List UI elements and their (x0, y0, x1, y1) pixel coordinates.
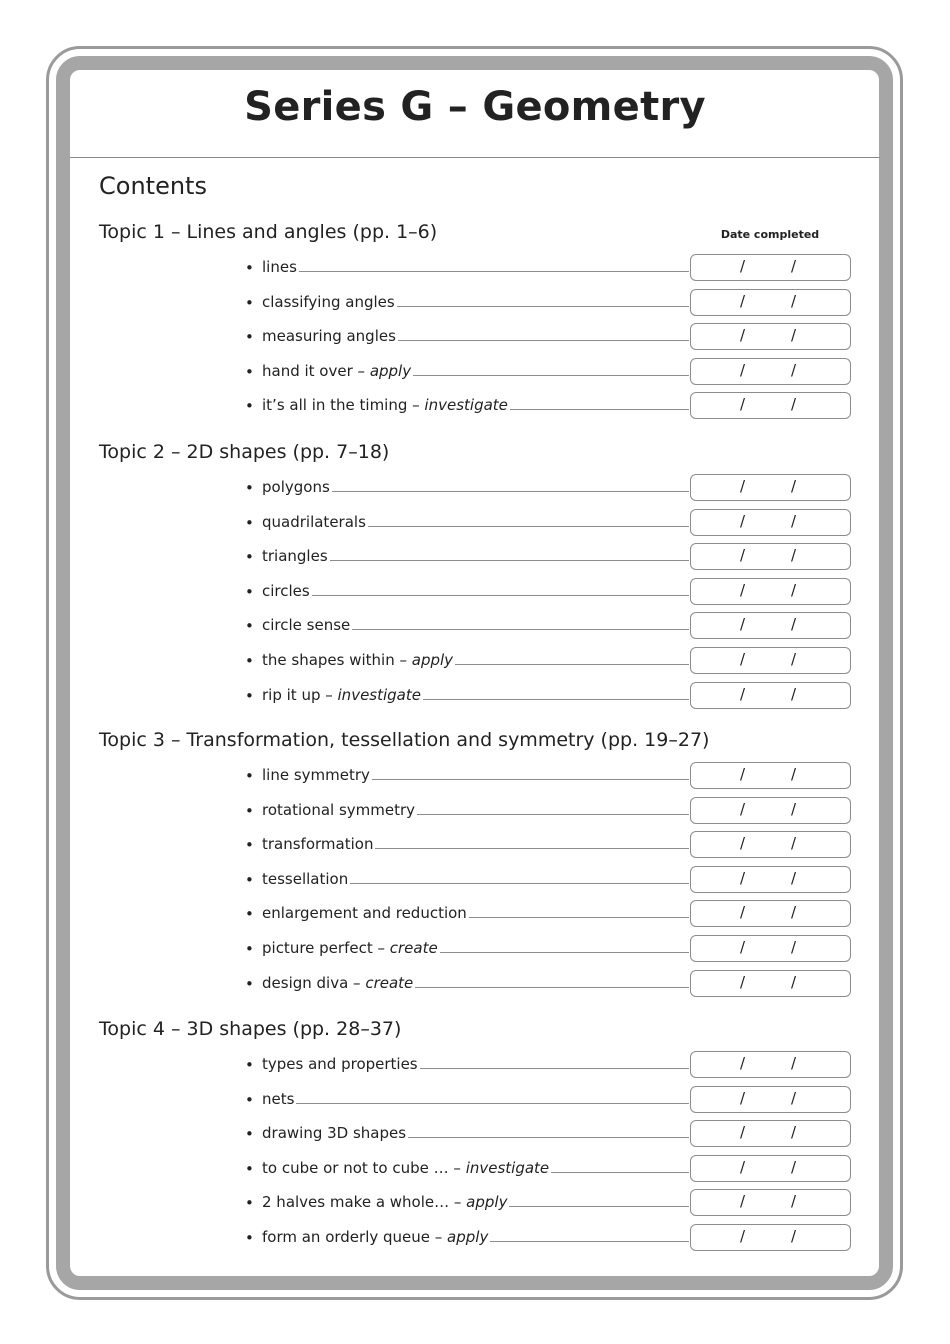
topic-heading: Topic 1 – Lines and angles (pp. 1–6) (99, 221, 438, 243)
date-separator: / (740, 326, 746, 345)
date-separator: / (740, 291, 746, 310)
list-item (245, 937, 689, 961)
date-separator: / (791, 395, 797, 414)
item-label: types and properties (262, 1055, 418, 1073)
item-label: classifying angles (262, 292, 395, 311)
date-completed-field[interactable] (690, 358, 851, 385)
date-completed-field[interactable] (690, 866, 851, 893)
item-label: drawing 3D shapes (262, 1124, 407, 1143)
topic-heading: Topic 2 – 2D shapes (pp. 7–18) (99, 441, 390, 463)
bullet-icon: • (245, 479, 254, 497)
list-item (245, 545, 689, 569)
date-separator: / (791, 546, 797, 565)
date-completed-field[interactable] (690, 578, 851, 605)
item-label: lines (262, 258, 297, 276)
bullet-icon: • (245, 513, 254, 532)
bullet-icon: • (245, 905, 254, 924)
item-tag: apply (466, 1193, 508, 1212)
list-item (245, 833, 689, 857)
bullet-icon: • (245, 1090, 254, 1109)
list-item (245, 1157, 689, 1181)
list-item (245, 614, 689, 638)
date-completed-field[interactable] (690, 289, 851, 316)
list-item (245, 580, 689, 604)
date-separator: / (791, 615, 797, 634)
date-separator: / (740, 1157, 746, 1176)
list-item (245, 649, 689, 673)
bullet-icon: • (245, 617, 254, 636)
item-label: tessellation (262, 869, 349, 888)
bullet-icon: • (245, 940, 254, 958)
item-label: nets (262, 1089, 295, 1108)
date-completed-field[interactable] (690, 682, 851, 709)
topic-heading: Topic 4 – 3D shapes (pp. 28–37) (99, 1018, 402, 1040)
date-separator: / (791, 684, 797, 703)
date-completed-field[interactable] (690, 1155, 851, 1182)
date-separator: / (791, 326, 797, 345)
item-tag: investigate (465, 1158, 550, 1177)
list-item (245, 868, 689, 892)
date-separator: / (791, 1054, 797, 1072)
date-separator: / (791, 765, 797, 783)
list-item (245, 256, 689, 280)
date-separator: / (791, 834, 797, 853)
bullet-icon: • (245, 328, 254, 347)
item-tag: apply (411, 651, 454, 669)
date-separator: / (791, 1192, 797, 1211)
date-separator: / (791, 1227, 797, 1245)
date-completed-field[interactable] (690, 831, 851, 858)
date-separator: / (791, 1157, 797, 1176)
list-item (245, 902, 689, 926)
date-completed-field[interactable] (690, 647, 851, 674)
item-label: quadrilaterals (262, 512, 366, 531)
item-tag: create (389, 939, 438, 957)
date-separator: / (740, 684, 746, 703)
date-completed-field[interactable] (690, 474, 851, 501)
list-item (245, 684, 689, 708)
item-label: to cube or not to cube … – investigate (262, 1158, 550, 1177)
date-completed-field[interactable] (690, 1189, 851, 1216)
list-item (245, 291, 689, 315)
list-item (245, 1088, 689, 1112)
item-label: circle sense (262, 616, 351, 635)
bullet-icon: • (245, 582, 254, 601)
date-separator: / (740, 650, 746, 668)
leader-line (262, 1103, 689, 1104)
item-tag: apply (447, 1228, 489, 1246)
date-completed-field[interactable] (690, 762, 851, 789)
list-item (245, 325, 689, 349)
bullet-icon: • (245, 767, 254, 785)
title-divider (70, 157, 880, 158)
date-separator: / (740, 799, 746, 818)
date-completed-field[interactable] (690, 900, 851, 927)
item-label: design diva – create (262, 973, 414, 992)
date-separator: / (791, 868, 797, 887)
bullet-icon: • (245, 1125, 254, 1144)
date-separator: / (740, 580, 746, 599)
item-tag: investigate (337, 685, 421, 704)
date-completed-field[interactable] (690, 612, 851, 639)
bullet-icon: • (245, 1194, 254, 1213)
date-separator: / (791, 1123, 797, 1142)
date-separator: / (791, 972, 797, 991)
bullet-icon: • (245, 1229, 254, 1247)
date-separator: / (740, 834, 746, 853)
list-item (245, 972, 689, 996)
date-completed-field[interactable] (690, 1086, 851, 1113)
leader-line (262, 595, 689, 596)
item-label: the shapes within – apply (262, 651, 454, 669)
date-completed-header: Date completed (720, 228, 820, 241)
date-separator: / (791, 580, 797, 599)
date-separator: / (791, 511, 797, 530)
date-completed-field[interactable] (690, 1051, 851, 1078)
item-label: it’s all in the timing – investigate (262, 396, 508, 415)
item-label: measuring angles (262, 327, 396, 346)
item-tag: apply (369, 361, 412, 380)
date-separator: / (740, 1054, 746, 1072)
date-completed-field[interactable] (690, 509, 851, 536)
bullet-icon: • (245, 259, 254, 277)
bullet-icon: • (245, 548, 254, 567)
item-label: 2 halves make a whole… – apply (262, 1193, 508, 1212)
list-item (245, 360, 689, 384)
bullet-icon: • (245, 870, 254, 889)
list-item (245, 1122, 689, 1146)
bullet-icon: • (245, 1159, 254, 1178)
list-item (245, 394, 689, 418)
topic-heading: Topic 3 – Transformation, tessellation and symmetry (pp. 19–27) (99, 729, 710, 751)
bullet-icon: • (245, 1056, 254, 1074)
bullet-icon: • (245, 652, 254, 670)
item-tag: create (365, 973, 414, 992)
bullet-icon: • (245, 801, 254, 820)
date-separator: / (791, 903, 797, 922)
date-separator: / (791, 360, 797, 379)
item-label: rotational symmetry (262, 800, 416, 819)
date-separator: / (791, 799, 797, 818)
date-completed-field[interactable] (690, 935, 851, 962)
date-separator: / (791, 650, 797, 668)
item-label: polygons (262, 478, 330, 496)
date-separator: / (740, 615, 746, 634)
item-tag: investigate (424, 396, 508, 415)
date-separator: / (791, 477, 797, 495)
item-label: circles (262, 581, 310, 600)
list-item (245, 1053, 689, 1077)
date-separator: / (740, 395, 746, 414)
date-completed-field[interactable] (690, 392, 851, 419)
date-separator: / (791, 1088, 797, 1107)
date-separator: / (791, 291, 797, 310)
date-separator: / (791, 938, 797, 956)
leader-line (262, 271, 689, 272)
contents-heading: Contents (99, 172, 207, 200)
date-completed-field[interactable] (690, 323, 851, 350)
date-separator: / (740, 477, 746, 495)
date-completed-field[interactable] (690, 1120, 851, 1147)
page-title: Series G – Geometry (244, 84, 706, 130)
date-separator: / (791, 257, 797, 275)
date-completed-field[interactable] (690, 543, 851, 570)
list-item (245, 764, 689, 788)
date-separator: / (740, 511, 746, 530)
item-label: line symmetry (262, 766, 370, 784)
bullet-icon: • (245, 686, 254, 705)
date-separator: / (740, 938, 746, 956)
date-completed-field[interactable] (690, 1224, 851, 1251)
item-label: transformation (262, 835, 374, 854)
list-item (245, 799, 689, 823)
date-separator: / (740, 546, 746, 565)
date-separator: / (740, 1123, 746, 1142)
date-separator: / (740, 868, 746, 887)
date-separator: / (740, 1227, 746, 1245)
bullet-icon: • (245, 397, 254, 416)
item-label: enlargement and reduction (262, 904, 467, 923)
date-separator: / (740, 1088, 746, 1107)
bullet-icon: • (245, 362, 254, 381)
date-separator: / (740, 257, 746, 275)
item-label: hand it over – apply (262, 361, 412, 380)
item-label: picture perfect – create (262, 939, 438, 957)
bullet-icon: • (245, 836, 254, 855)
date-separator: / (740, 765, 746, 783)
list-item (245, 1191, 689, 1215)
date-completed-field[interactable] (690, 797, 851, 824)
item-label: triangles (262, 547, 328, 566)
list-item (245, 511, 689, 535)
date-separator: / (740, 903, 746, 922)
date-completed-field[interactable] (690, 970, 851, 997)
date-completed-field[interactable] (690, 254, 851, 281)
item-label: form an orderly queue – apply (262, 1228, 489, 1246)
date-separator: / (740, 360, 746, 379)
item-label: rip it up – investigate (262, 685, 421, 704)
date-separator: / (740, 1192, 746, 1211)
bullet-icon: • (245, 974, 254, 993)
date-separator: / (740, 972, 746, 991)
bullet-icon: • (245, 293, 254, 312)
list-item (245, 476, 689, 500)
list-item (245, 1226, 689, 1250)
